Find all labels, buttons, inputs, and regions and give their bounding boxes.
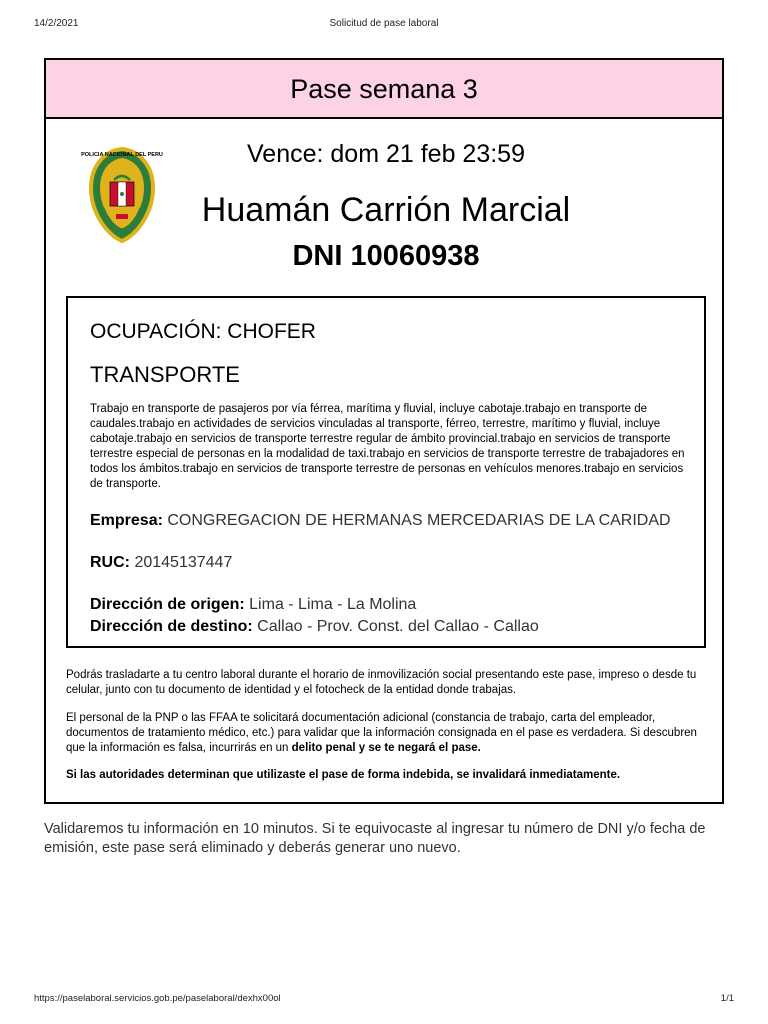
pass-card: [44, 58, 724, 804]
destino-value: Callao - Prov. Const. del Callao - Callao: [257, 618, 539, 635]
job-box: [66, 296, 706, 648]
notice-verification-warning: delito penal y se te negará el pase.: [291, 742, 481, 754]
page-number: 1/1: [720, 993, 734, 1004]
occupation: OCUPACIÓN: CHOFER: [90, 320, 316, 343]
ruc-field: [90, 552, 690, 573]
origen-field: [90, 594, 690, 615]
pass-title: Pase semana 3: [290, 74, 478, 104]
validation-message: Validaremos tu información en 10 minutos. Si te equivocaste al ingresar tu número de DNI y/o fecha de emisión, este pase será eliminado y deberás generar uno nuevo.: [44, 821, 706, 856]
page-url: https://paselaboral.servicios.gob.pe/paselaboral/dexhx00ol: [34, 993, 281, 1004]
notice-verification: [66, 711, 706, 756]
print-date: 14/2/2021: [34, 18, 79, 29]
destino-field: [90, 616, 690, 637]
empresa-field: [90, 510, 690, 531]
notice-verification-text: El personal de la PNP o las FFAA te solicitará documentación adicional (constancia de trabajo, carta del empleador, documentos de tratamiento médico, etc.) para validar que la información consignada en el pase es verdadera. Si descubren que la información es falsa, incurrirás en un: [66, 712, 697, 754]
ruc-label: RUC:: [90, 554, 130, 571]
notice-usage: Podrás trasladarte a tu centro laboral durante el horario de inmovilización social presentando este pase, impreso o desde tu celular, junto con tu documento de identidad y el fotocheck de la entidad donde trabajas.: [66, 669, 697, 696]
empresa-value: CONGREGACION DE HERMANAS MERCEDARIAS DE LA CARIDAD: [167, 512, 671, 529]
holder-dni: DNI 10060938: [292, 240, 480, 272]
origen-label: Dirección de origen:: [90, 596, 245, 613]
expiry-date: Vence: dom 21 feb 23:59: [247, 140, 525, 168]
emblem-top-text: POLICIA NACIONAL DEL PERU: [81, 152, 163, 158]
origen-value: Lima - Lima - La Molina: [249, 596, 417, 613]
ruc-value: 20145137447: [134, 554, 233, 571]
pass-header: [46, 60, 722, 119]
print-title: Solicitud de pase laboral: [329, 18, 439, 29]
print-header: [0, 18, 768, 32]
empresa-label: Empresa:: [90, 512, 163, 529]
sector: TRANSPORTE: [90, 362, 240, 387]
notice-invalidation: Si las autoridades determinan que utilizaste el pase de forma indebida, se invalidará inmediatamente.: [66, 769, 621, 781]
holder-name: Huamán Carrión Marcial: [201, 191, 571, 229]
destino-label: Dirección de destino:: [90, 618, 253, 635]
job-description: Trabajo en transporte de pasajeros por vía férrea, marítima y fluvial, incluye cabotaje.trabajo en transporte de caudales.trabajo en actividades de servicios vinculadas al transporte, férreo, terrestre, marítimo y fluvial, incluye cabotaje.trabajo en servicios de transporte terrestre regular de ámbito provincial.trabajo en servicios de transporte terrestre especial de personas en la modalidad de taxi.trabajo en servicios de transporte terrestre de trabajadores en todos los ámbitos.trabajo en servicios de transporte terrestre de personas en vehículos menores.trabajo en servicios de transporte.: [90, 403, 685, 490]
